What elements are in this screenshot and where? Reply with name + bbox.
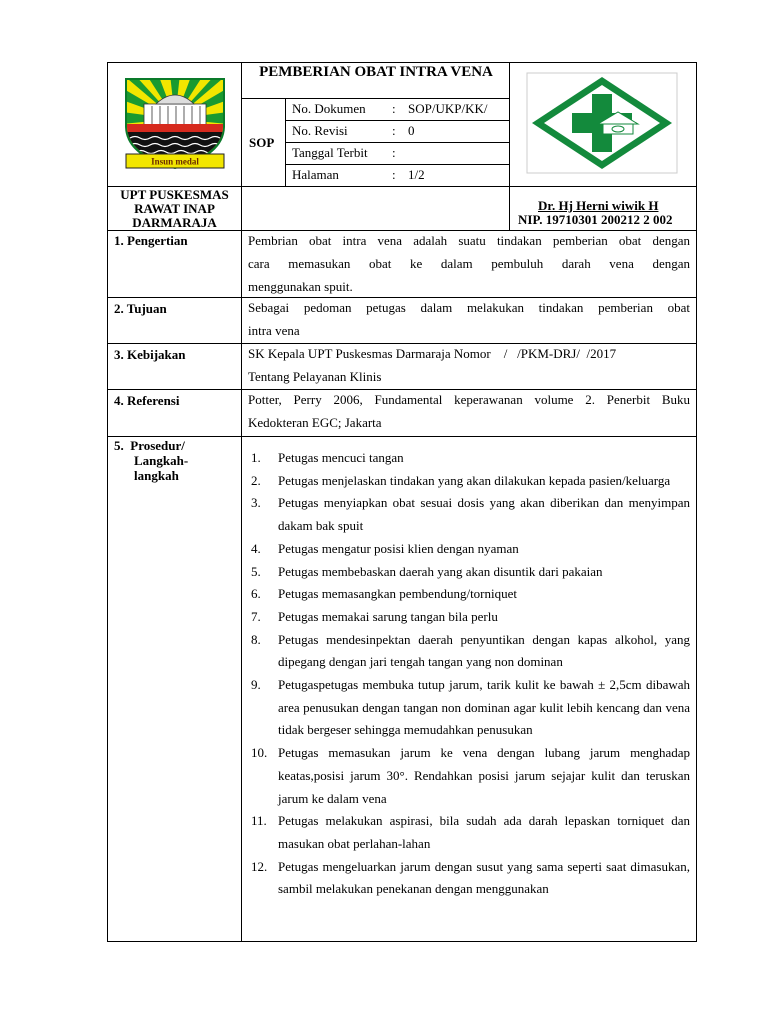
- text-line: menggunakan spuit.: [248, 279, 353, 294]
- step-number: 9.: [251, 677, 261, 693]
- meta-separator: :: [392, 101, 396, 116]
- step-text: Petugas mengatur posisi klien dengan nyaman: [278, 540, 519, 556]
- procedure-step: [248, 856, 690, 901]
- step-text: Petugas membebaskan daerah yang akan disuntik dari pakaian: [278, 563, 603, 579]
- meta-line-2: [285, 142, 510, 143]
- signer-nip: NIP. 19710301 200212 2 002: [518, 212, 673, 227]
- step-text: Petugas memasukan jarum ke vena dengan lubang jarum menghadap keatas,posisi jarum 30°. Rendahkan posisi jarum sejajar kulit dan teruskan jarum ke dalam vena: [278, 745, 690, 806]
- section-text-pengertian: [248, 229, 690, 298]
- step-text: Petugas melakukan aspirasi, bila sudah ada darah lepaskan torniquet dan masukan obat perlahan-lahan: [278, 813, 690, 851]
- meta-separator: :: [392, 145, 396, 160]
- puskesmas-logo: [526, 72, 678, 174]
- step-text: Petugas mencuci tangan: [278, 450, 404, 465]
- step-number: 12.: [251, 858, 268, 874]
- meta-separator: :: [392, 123, 396, 138]
- text-line: Sebagai pedoman petugas dalam melakukan tindakan pemberian obat: [248, 300, 690, 315]
- step-number: 5.: [251, 563, 261, 579]
- meta-line-1: [285, 120, 510, 121]
- title-underline: [241, 98, 510, 99]
- meta-label: Halaman: [292, 167, 339, 182]
- section-label-referensi: 4. Referensi: [114, 393, 180, 408]
- step-text: Petugas mendesinpektan daerah penyuntikan dengan kapas alkohol, yang dipegang dengan jari tengah tangan yang non dominan: [278, 631, 690, 670]
- step-number: 10.: [251, 745, 268, 761]
- header-divider-right: [509, 62, 510, 230]
- procedure-step: [248, 470, 690, 493]
- text-line: intra vena: [248, 323, 300, 338]
- regency-emblem-logo: [122, 74, 228, 172]
- label-line: 5. Prosedur/: [114, 438, 185, 453]
- institution-line-3: DARMARAJA: [132, 215, 217, 230]
- text-line: Kedokteran EGC; Jakarta: [248, 415, 382, 430]
- step-text: Petugas memasangkan pembendung/torniquet: [278, 586, 518, 602]
- label-line: langkah: [134, 468, 179, 483]
- body-column-divider: [241, 230, 242, 942]
- table-border-top: [107, 62, 697, 63]
- section-text-tujuan: [248, 296, 690, 342]
- text-line: Potter, Perry 2006, Fundamental keperawanan volume 2. Penerbit Buku: [248, 392, 690, 407]
- procedure-step: [248, 561, 690, 584]
- section-label-pengertian: 1. Pengertian: [114, 233, 188, 248]
- institution-line-2: RAWAT INAP: [134, 201, 215, 216]
- meta-value: SOP/UKP/KK/: [408, 101, 488, 116]
- procedure-step: [248, 742, 690, 810]
- text-line: Tentang Pelayanan Klinis: [248, 369, 382, 384]
- row-line-4: [107, 436, 697, 437]
- sop-label: SOP: [249, 135, 275, 150]
- step-number: 1.: [251, 450, 261, 465]
- meta-row-page: [292, 166, 425, 183]
- procedure-step: [248, 538, 690, 561]
- step-text: Petugas memakai sarung tangan bila perlu: [278, 608, 498, 624]
- section-label-prosedur: [114, 438, 188, 483]
- procedure-step: [248, 492, 690, 537]
- step-text: Petugas mengeluarkan jarum dengan susut yang sama seperti saat dimasukan, sambil melakukan penekanan dengan menggunakan: [278, 858, 690, 897]
- procedure-step: [248, 606, 690, 629]
- section-text-kebijakan: [248, 342, 690, 388]
- institution-line-1: UPT PUSKESMAS: [120, 187, 229, 202]
- section-label-tujuan: 2. Tujuan: [114, 301, 167, 316]
- procedure-step: [248, 447, 690, 470]
- section-label-kebijakan: 3. Kebijakan: [114, 347, 186, 362]
- procedure-step: [248, 583, 690, 606]
- step-text: Petugas menyiapkan obat sesuai dosis yang akan diberikan dan menyimpan dakam bak spuit: [278, 495, 690, 534]
- document-title: PEMBERIAN OBAT INTRA VENA: [259, 64, 493, 80]
- text-line: Pembrian obat intra vena adalah suatu tindakan pemberian obat dengan: [248, 233, 690, 248]
- meta-row-document-number: [292, 100, 487, 117]
- meta-line-3: [285, 164, 510, 165]
- institution-name: [108, 188, 241, 230]
- step-number: 7.: [251, 608, 261, 624]
- step-number: 6.: [251, 586, 261, 602]
- table-border-right: [696, 62, 697, 942]
- emblem-motto-text: Insun medal: [151, 156, 199, 167]
- table-border-bottom: [107, 941, 697, 942]
- step-number: 2.: [251, 472, 261, 488]
- meta-label: No. Revisi: [292, 123, 348, 138]
- text-line: cara memasukan obat ke dalam pembuluh darah vena dengan: [248, 256, 690, 271]
- meta-label: No. Dokumen: [292, 101, 366, 116]
- label-line: Langkah-: [134, 453, 189, 468]
- procedure-step: [248, 674, 690, 742]
- procedure-steps-list: [248, 447, 690, 901]
- section-text-referensi: [248, 388, 690, 434]
- meta-value: 0: [408, 123, 415, 138]
- step-text: Petugaspetugas membuka tutup jarum, tarik kulit ke bawah ± 2,5cm dibawah area penusukan dengan tangan non dominan agar kulit lebih kencang dan vena tidak bergeser sehingga memudahkan penusukan: [278, 677, 690, 738]
- procedure-step: [248, 629, 690, 674]
- header-divider-left: [241, 62, 242, 230]
- step-number: 8.: [251, 631, 261, 647]
- procedure-step: [248, 810, 690, 855]
- step-number: 11.: [251, 813, 267, 829]
- meta-value: 1/2: [408, 167, 425, 182]
- text-line: SK Kepala UPT Puskesmas Darmaraja Nomor / /PKM-DRJ/ /2017: [248, 346, 617, 361]
- meta-row-issue-date: [292, 144, 408, 161]
- meta-label: Tanggal Terbit: [292, 145, 368, 160]
- step-text: Petugas menjelaskan tindakan yang akan dilakukan kepada pasien/keluarga: [278, 472, 671, 488]
- meta-row-revision: [292, 122, 415, 139]
- meta-separator: :: [392, 167, 396, 182]
- signer-name: Dr. Hj Herni wiwik H: [538, 198, 659, 213]
- step-number: 4.: [251, 540, 261, 556]
- step-number: 3.: [251, 495, 261, 511]
